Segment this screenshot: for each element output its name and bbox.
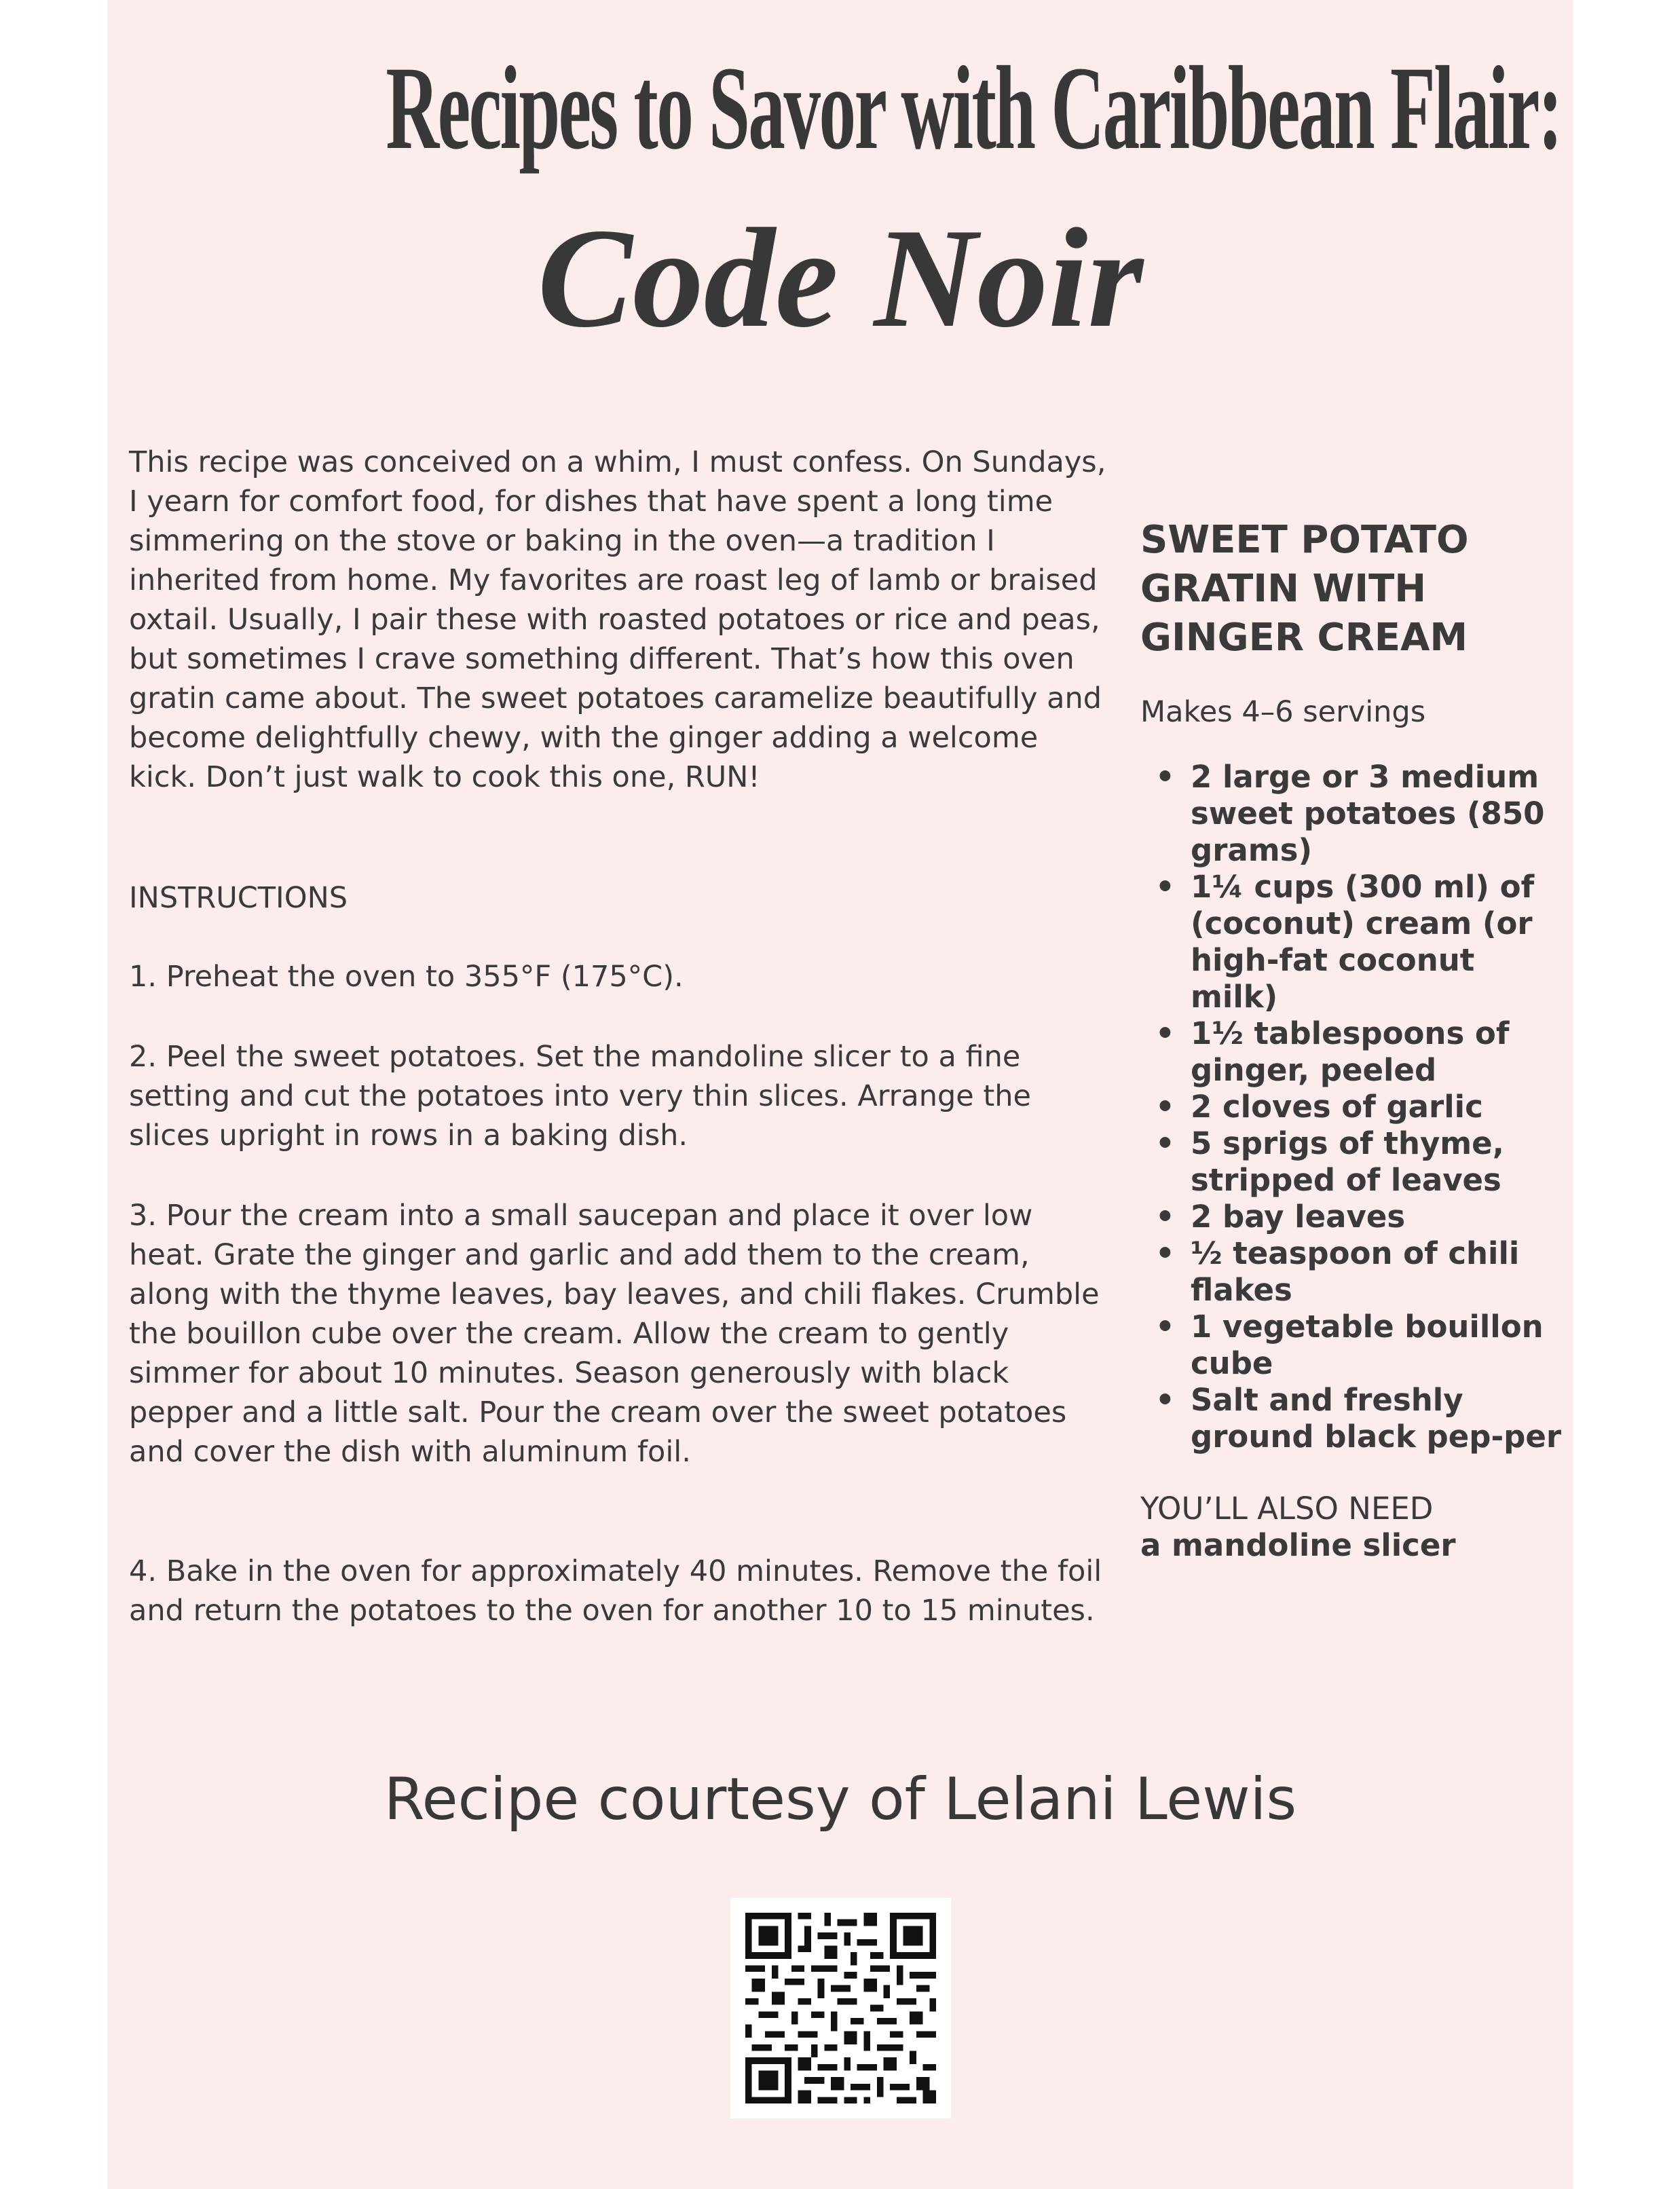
page-title: Recipes to Savor with Caribbean Flair:	[386, 42, 1561, 174]
ingredient-text: ½ teaspoon of chili flakes	[1191, 1235, 1520, 1308]
ingredient-item	[1140, 1382, 1564, 1455]
bullet-icon: •	[1155, 1235, 1175, 1271]
bullet-icon: •	[1155, 1309, 1175, 1345]
recipe-sidebar	[1140, 516, 1561, 1564]
ingredient-text: 2 large or 3 medium sweet potatoes (850 grams)	[1191, 759, 1545, 868]
ingredient-item	[1140, 1015, 1564, 1089]
instruction-step-1: 1. Preheat the oven to 355°F (175°C).	[129, 960, 684, 994]
bullet-icon: •	[1155, 869, 1175, 905]
intro-paragraph: This recipe was conceived on a whim, I must confess. On Sundays, I yearn for comfort food, for dishes that have spent a long time simmering on the stove or baking in the oven—a tradition I inherited from home. My favorites are roast leg of lamb or braised oxtail. Usually, I pair these with roasted potatoes or rice and peas, but sometimes I crave something different. That’s how this oven gratin came about. The sweet potatoes caramelize beautifully and become delightfully chewy, with the ginger adding a welcome kick. Don’t just walk to cook this one, RUN!	[129, 445, 1106, 794]
recipe-name: SWEET POTATO GRATIN WITH GINGER CREAM	[1140, 518, 1469, 660]
bullet-icon: •	[1155, 1089, 1175, 1125]
instruction-step-2: 2. Peel the sweet potatoes. Set the mandoline slicer to a fine setting and cut the potatoes into very thin slices. Arrange the slices upright in rows in a baking dish.	[129, 1040, 1031, 1153]
qr-code-icon	[745, 1913, 936, 2103]
ingredient-text: 2 cloves of garlic	[1191, 1089, 1483, 1125]
recipe-page	[107, 0, 1573, 2189]
ingredient-text: 5 sprigs of thyme, stripped of leaves	[1191, 1125, 1504, 1198]
ingredient-item	[1140, 869, 1564, 1015]
ingredient-item	[1140, 1089, 1564, 1125]
ingredient-item	[1140, 1199, 1564, 1235]
bullet-icon: •	[1155, 1125, 1175, 1161]
bullet-icon: •	[1155, 1382, 1175, 1418]
qr-code[interactable]	[730, 1898, 951, 2118]
ingredient-text: Salt and freshly ground black pep-per	[1191, 1382, 1562, 1455]
bullet-icon: •	[1155, 1015, 1175, 1051]
instruction-step-3: 3. Pour the cream into a small saucepan and place it over low heat. Grate the ginger and garlic and add them to the cream, along with the thyme leaves, bay leaves, and chili flakes. Crumble the bouillon cube over the cream. Allow the cream to gently simmer for about 10 minutes. Season generously with black pepper and a little salt. Pour the cream over the sweet potatoes and cover the dish with aluminum foil.	[129, 1199, 1100, 1469]
ingredient-text: 1 vegetable bouillon cube	[1191, 1309, 1544, 1381]
ingredient-text: 1¼ cups (300 ml) of (coconut) cream (or high-fat coconut milk)	[1191, 869, 1535, 1015]
ingredient-text: 2 bay leaves	[1191, 1199, 1406, 1235]
also-need-label: YOU’LL ALSO NEED	[1140, 1491, 1434, 1527]
also-need-item: a mandoline slicer	[1140, 1527, 1456, 1563]
recipe-credit: Recipe courtesy of Lelani Lewis	[384, 1765, 1297, 1833]
ingredient-item	[1140, 1235, 1564, 1309]
bullet-icon: •	[1155, 1199, 1175, 1235]
ingredient-item	[1140, 1309, 1564, 1382]
instruction-step-4: 4. Bake in the oven for approximately 40 minutes. Remove the foil and return the potatoes to the oven for another 10 to 15 minutes.	[129, 1554, 1102, 1628]
also-need	[1140, 1491, 1561, 1564]
ingredient-text: 1½ tablespoons of ginger, peeled	[1191, 1015, 1510, 1088]
instructions-heading: INSTRUCTIONS	[129, 881, 348, 915]
servings: Makes 4–6 servings	[1140, 695, 1426, 729]
ingredient-item	[1140, 1125, 1564, 1199]
ingredient-item	[1140, 759, 1564, 869]
bullet-icon: •	[1155, 759, 1175, 795]
ingredient-list	[1140, 759, 1561, 1455]
page-subtitle: Code Noir	[537, 200, 1144, 357]
